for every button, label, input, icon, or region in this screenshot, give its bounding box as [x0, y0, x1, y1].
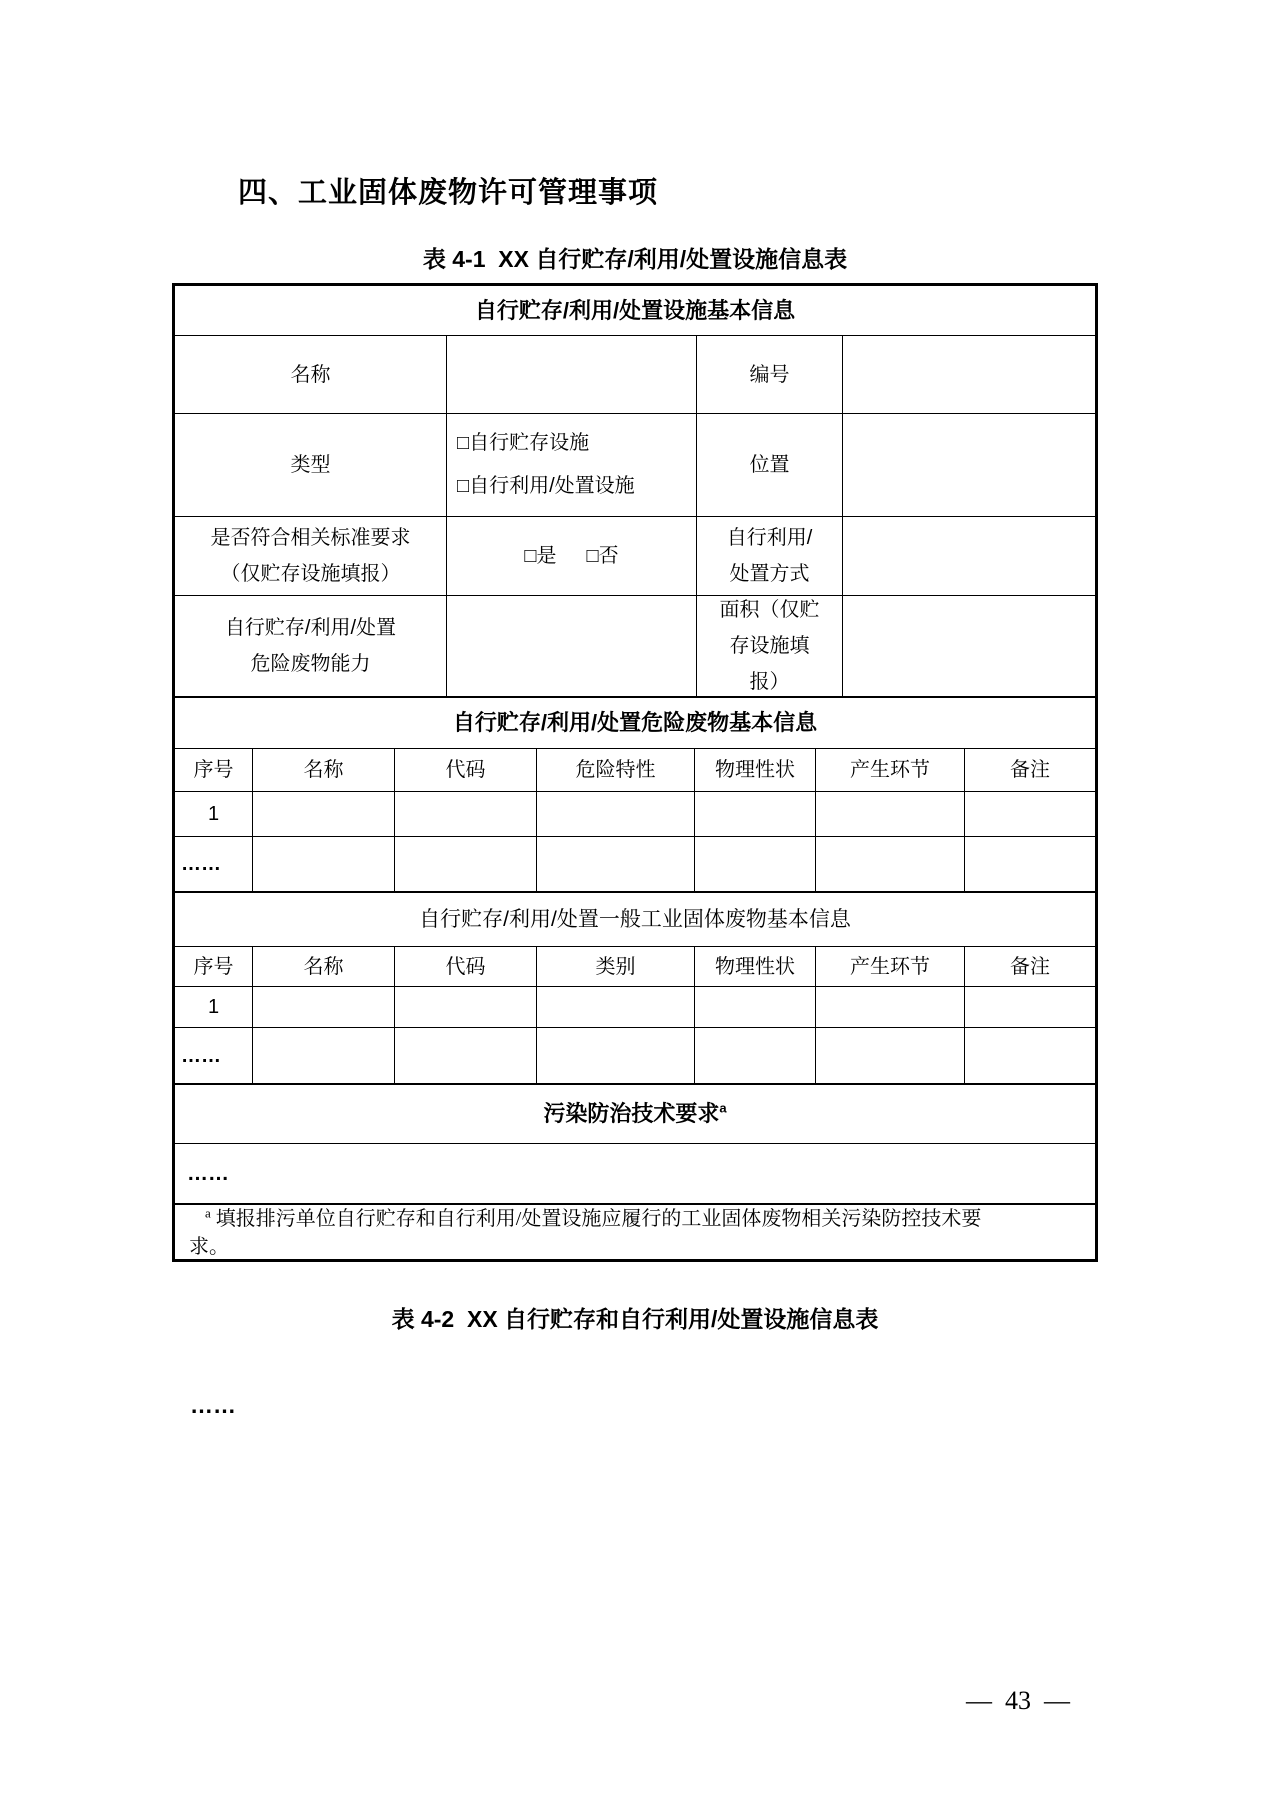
capacity-label-cell [175, 596, 447, 696]
section-basic-header: 自行贮存/利用/处置设施基本信息 [474, 297, 796, 323]
standard-no-checkbox: □否 [586, 545, 619, 567]
table-row [175, 946, 1095, 986]
table1-title: 表 4-1 XX 自行贮存/利用/处置设施信息表 [422, 246, 848, 272]
section-general-header: 自行贮存/利用/处置一般工业固体废物基本信息 [419, 907, 851, 931]
empty-cell [537, 837, 695, 891]
col-header-hazard: 危险特性 [537, 749, 695, 791]
section-heading: 四、工业固体废物许可管理事项 [238, 177, 659, 209]
empty-cell [395, 1028, 537, 1083]
capacity-value-cell [447, 596, 697, 696]
number-value-cell [843, 336, 1095, 413]
type-option-storage: □自行贮存设施 [457, 432, 590, 454]
empty-cell [816, 792, 965, 836]
empty-cell [965, 1028, 1095, 1083]
empty-cell [965, 837, 1095, 891]
table-4-1 [172, 283, 1098, 1262]
seq-cell: 1 [175, 987, 253, 1027]
footnote-text-block [189, 1205, 989, 1261]
empty-cell [816, 987, 965, 1027]
type-options-cell [447, 414, 697, 516]
pollution-ellipsis-cell: …… [187, 1161, 229, 1185]
table-row [175, 836, 1095, 891]
col-header-code: 代码 [395, 947, 537, 986]
empty-cell [537, 1028, 695, 1083]
table-row [175, 791, 1095, 836]
empty-cell [395, 792, 537, 836]
pollution-header-text: 污染防治技术要求 [543, 1101, 720, 1127]
table-row [175, 748, 1095, 791]
seq-cell: 1 [175, 792, 253, 836]
col-header-seq: 序号 [175, 947, 253, 986]
name-value-cell [447, 336, 697, 413]
col-header-name: 名称 [253, 749, 395, 791]
table-row [175, 1083, 1095, 1143]
table-row [175, 335, 1095, 413]
col-header-seq: 序号 [175, 749, 253, 791]
footnote-marker: a [205, 1205, 211, 1221]
empty-cell [253, 1028, 395, 1083]
empty-cell [253, 987, 395, 1027]
empty-cell [695, 987, 816, 1027]
location-value-cell [843, 414, 1095, 516]
standard-choice-cell [447, 517, 697, 595]
use-mode-label: 自行利用/处置方式 [726, 527, 813, 585]
standard-label-cell [175, 517, 447, 595]
number-label-cell: 编号 [697, 336, 843, 413]
section-pollution-header [175, 1085, 1095, 1143]
table2-title: 表 4-2 XX 自行贮存和自行利用/处置设施信息表 [391, 1306, 879, 1332]
footnote-cell [175, 1205, 1095, 1259]
col-header-remark: 备注 [1010, 955, 1050, 978]
table-row [175, 1143, 1095, 1203]
area-value-cell [843, 596, 1095, 696]
trailing-ellipsis: …… [190, 1392, 236, 1418]
footnote-text: 填报排污单位自行贮存和自行利用/处置设施应履行的工业固体废物相关污染防控技术要求。 [189, 1208, 982, 1258]
empty-cell [965, 792, 1095, 836]
page-number: — 43 — [966, 1686, 1070, 1715]
table-row [175, 696, 1095, 748]
capacity-label: 自行贮存/利用/处置危险废物能力 [224, 617, 397, 675]
seq-ellipsis-cell: …… [175, 837, 253, 891]
empty-cell [695, 792, 816, 836]
empty-cell [537, 987, 695, 1027]
col-header-category: 类别 [537, 947, 695, 986]
col-header-remark: 备注 [1010, 759, 1050, 781]
col-header-physical: 物理性状 [695, 947, 816, 986]
use-mode-label-cell [697, 517, 843, 595]
name-label-cell: 名称 [175, 336, 447, 413]
table-row [175, 595, 1095, 696]
empty-cell [537, 792, 695, 836]
col-header-stage: 产生环节 [816, 749, 965, 791]
use-mode-value-cell [843, 517, 1095, 595]
pollution-footnote-marker: a [719, 1100, 727, 1116]
empty-cell [253, 837, 395, 891]
area-label-cell [697, 596, 843, 696]
empty-cell [695, 837, 816, 891]
table-row [175, 516, 1095, 595]
table-row [175, 413, 1095, 516]
table-row [175, 1027, 1095, 1083]
col-header-physical: 物理性状 [695, 749, 816, 791]
section-hazardous-header: 自行贮存/利用/处置危险废物基本信息 [452, 710, 818, 736]
standard-yes-checkbox: □是 [524, 545, 557, 567]
empty-cell [965, 987, 1095, 1027]
seq-ellipsis-cell: …… [175, 1028, 253, 1083]
area-label: 面积（仅贮存设施填报） [719, 599, 820, 693]
empty-cell [695, 1028, 816, 1083]
table-row [175, 986, 1095, 1027]
empty-cell [395, 837, 537, 891]
type-option-use-dispose: □自行利用/处置设施 [457, 475, 635, 497]
standard-label: 是否符合相关标准要求（仅贮存设施填报） [210, 527, 411, 585]
col-header-name: 名称 [253, 947, 395, 986]
empty-cell [395, 987, 537, 1027]
col-header-code: 代码 [395, 749, 537, 791]
table-row [175, 1203, 1095, 1259]
col-header-stage: 产生环节 [816, 947, 965, 986]
location-label-cell: 位置 [697, 414, 843, 516]
type-label-cell: 类型 [175, 414, 447, 516]
empty-cell [253, 792, 395, 836]
empty-cell [816, 1028, 965, 1083]
empty-cell [816, 837, 965, 891]
table-row [175, 891, 1095, 946]
table-row [175, 286, 1095, 335]
